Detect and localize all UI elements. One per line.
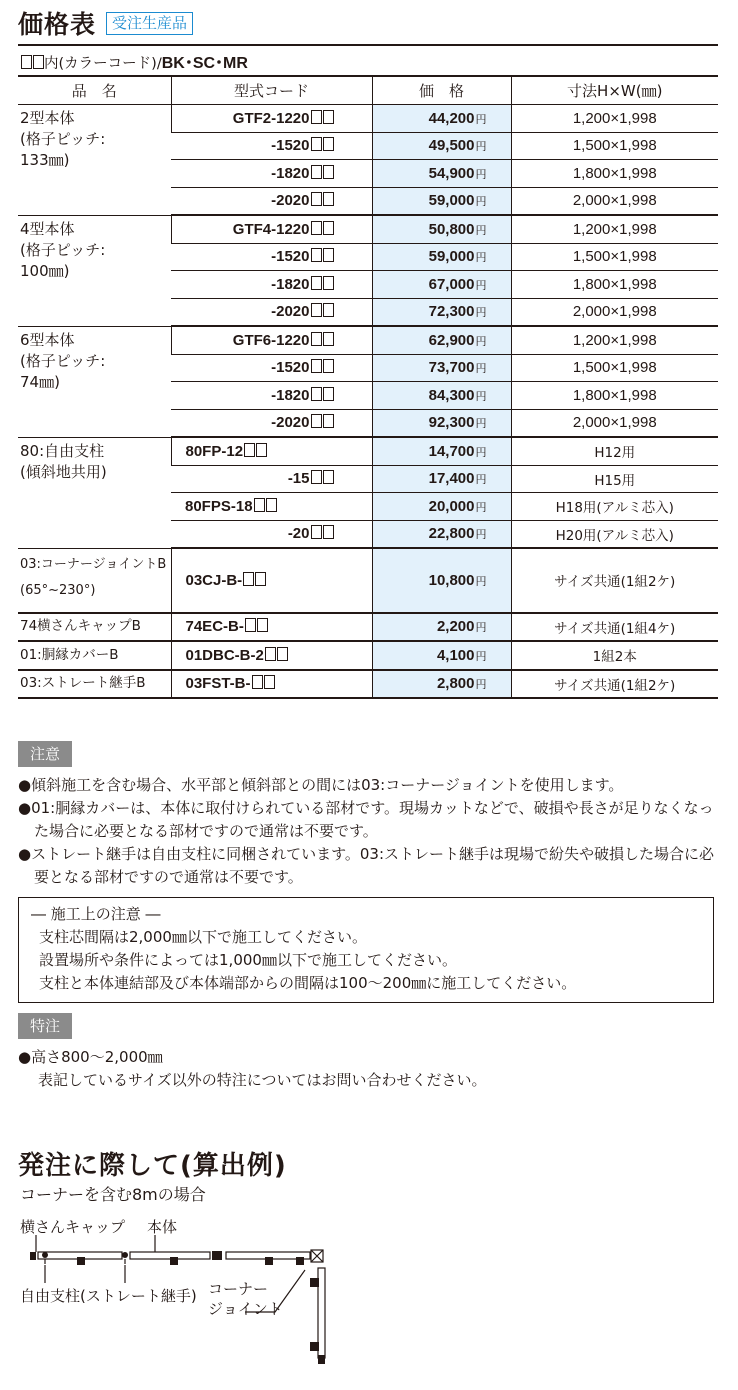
dimension-cell: H15用: [511, 465, 718, 493]
color-slot-icon: [323, 221, 334, 235]
model-code: [171, 409, 372, 437]
straight-joint-icon: [122, 1252, 128, 1258]
model-code: [171, 215, 372, 243]
model-code: [171, 105, 372, 133]
caution-item: ●傾斜施工を含む場合、水平部と傾斜部との間には03:コーナージョイントを使用します。: [18, 776, 624, 794]
model-code-text: 03CJ-B-: [185, 571, 243, 589]
straight-joint-icon: [42, 1252, 48, 1258]
product-name-line: 100㎜): [20, 261, 70, 280]
yen-unit: 円: [475, 390, 487, 403]
price-cell: [372, 160, 511, 188]
model-code: [171, 132, 372, 160]
table-header-row: [18, 76, 718, 105]
product-name-line: 6型本体: [20, 330, 75, 349]
layout-diagram: [0, 1230, 738, 1390]
price-cell: [372, 670, 511, 699]
model-code-text: -1820: [271, 386, 310, 404]
color-slot-icon: [311, 303, 322, 317]
product-name-line: (傾斜地共用): [20, 462, 107, 481]
model-code-text: -2020: [271, 303, 310, 321]
table-row: [18, 670, 718, 699]
price-value: 84,300: [428, 386, 475, 404]
model-code-text: GTF6-1220: [232, 331, 310, 349]
price-value: 17,400: [428, 470, 475, 488]
color-slot-icon: [323, 470, 334, 484]
yen-unit: 円: [475, 196, 487, 209]
color-slot-icon: [311, 332, 322, 346]
order-example-title: 発注に際して(算出例): [18, 1151, 287, 1181]
model-code: [171, 382, 372, 410]
header-price: 価 格: [372, 76, 511, 105]
dimension-cell: 1,800×1,998: [511, 382, 718, 410]
model-code: [171, 437, 372, 465]
yen-unit: 円: [475, 529, 487, 542]
color-slot-icon: [255, 572, 266, 586]
model-code-text: 01DBC-B-2: [185, 646, 264, 664]
model-code: [171, 243, 372, 271]
color-slot-icon: [311, 110, 322, 124]
color-slot-icon: [323, 303, 334, 317]
post-marker: [265, 1257, 273, 1265]
table-row: [18, 613, 718, 642]
yen-unit: 円: [475, 474, 487, 487]
model-code: [171, 520, 372, 548]
color-slot-icon: [323, 137, 334, 151]
model-code: [171, 271, 372, 299]
color-slot-icon: [311, 525, 322, 539]
color-slot-icon: [264, 675, 275, 689]
post-marker: [310, 1342, 319, 1351]
installation-line: 支柱芯間隔は2,000㎜以下で施工してください。: [39, 928, 367, 946]
price-cell: [372, 105, 511, 133]
label-corner-2: ジョイント: [208, 1300, 283, 1318]
product-name-line: (65°~230°): [20, 582, 96, 598]
color-slot-icon: [252, 675, 263, 689]
price-value: 22,800: [428, 525, 475, 543]
model-code-text: 03FST-B-: [185, 675, 251, 693]
model-code: [171, 298, 372, 326]
color-slot-icon: [33, 55, 44, 69]
dimension-cell: サイズ共通(1組4ケ): [511, 613, 718, 642]
title-row: [18, 6, 193, 40]
product-name: [18, 613, 171, 642]
corner-leader: [245, 1270, 305, 1312]
color-slot-icon: [311, 248, 322, 262]
dimension-cell: 1,500×1,998: [511, 354, 718, 382]
product-name-line: 74㎜): [20, 372, 60, 391]
caution-item: ●01:胴縁カバーは、本体に取付けられている部材です。現場カットなどで、破損や長さが足りなくなった場合に必要となる部材ですので通常は不要です。: [18, 799, 714, 840]
dimension-cell: 1,500×1,998: [511, 243, 718, 271]
product-name: [18, 548, 171, 613]
price-value: 2,800: [436, 675, 475, 693]
color-slot-icon: [311, 221, 322, 235]
product-name-line: 4型本体: [20, 219, 75, 238]
page-title: 価格表: [18, 10, 97, 39]
price-value: 73,700: [428, 359, 475, 377]
yen-unit: 円: [475, 307, 487, 320]
yen-unit: 円: [475, 418, 487, 431]
yen-unit: 円: [475, 335, 487, 348]
product-name: [18, 670, 171, 699]
price-cell: [372, 298, 511, 326]
table-row: [18, 326, 718, 354]
rail-vertical: [318, 1268, 325, 1358]
post-marker: [310, 1278, 319, 1287]
price-value: 2,200: [436, 618, 475, 636]
price-value: 50,800: [428, 220, 475, 238]
model-code-text: -1520: [271, 137, 310, 155]
dimension-cell: H12用: [511, 437, 718, 465]
color-slot-icon: [21, 55, 32, 69]
price-table: [18, 75, 718, 699]
product-name: [18, 326, 171, 437]
price-cell: [372, 215, 511, 243]
table-row: [18, 215, 718, 243]
installation-heading: ― 施工上の注意 ―: [31, 905, 161, 923]
price-cell: [372, 437, 511, 465]
header-name: 品 名: [18, 76, 171, 105]
product-name: [18, 437, 171, 548]
model-code-text: -1520: [271, 359, 310, 377]
color-slot-icon: [266, 498, 277, 512]
color-slot-icon: [323, 525, 334, 539]
color-slot-icon: [323, 276, 334, 290]
yen-unit: 円: [475, 650, 487, 663]
yen-unit: 円: [475, 622, 487, 635]
dimension-cell: 1,500×1,998: [511, 132, 718, 160]
yen-unit: 円: [475, 113, 487, 126]
price-value: 10,800: [428, 571, 475, 589]
post-marker: [212, 1251, 222, 1260]
dimension-cell: 1,800×1,998: [511, 160, 718, 188]
color-slot-icon: [257, 618, 268, 632]
price-cell: [372, 271, 511, 299]
product-name-line: 2型本体: [20, 109, 75, 127]
model-code-text: 80FP-12: [185, 442, 244, 460]
price-value: 54,900: [428, 164, 475, 182]
price-value: 62,900: [428, 331, 475, 349]
model-code-text: -1520: [271, 248, 310, 266]
color-slot-icon: [323, 359, 334, 373]
model-code-text: -2020: [271, 192, 310, 210]
yen-unit: 円: [475, 679, 487, 692]
model-code-text: -15: [287, 470, 310, 488]
dimension-cell: H20用(アルミ芯入): [511, 520, 718, 548]
table-row: [18, 548, 718, 613]
label-corner-1: コーナー: [208, 1280, 269, 1298]
installation-notes-box: [18, 897, 714, 1003]
dimension-cell: 2,000×1,998: [511, 187, 718, 215]
yen-unit: 円: [475, 363, 487, 376]
price-value: 14,700: [428, 442, 475, 460]
yen-unit: 円: [475, 575, 487, 588]
price-value: 20,000: [428, 497, 475, 515]
price-value: 59,000: [428, 192, 475, 210]
color-slot-icon: [311, 137, 322, 151]
caution-notes: [18, 774, 728, 889]
caution-label: 注意: [18, 741, 72, 767]
product-name-line: (格子ピッチ:: [20, 351, 106, 370]
model-code-text: -20: [287, 525, 310, 543]
yen-unit: 円: [475, 141, 487, 154]
color-slot-icon: [277, 647, 288, 661]
dimension-cell: 1,200×1,998: [511, 105, 718, 133]
model-code-text: 80FPS-18: [185, 497, 253, 515]
model-code: [171, 326, 372, 354]
special-order-label: 特注: [18, 1013, 72, 1039]
yen-unit: 円: [475, 279, 487, 292]
yen-unit: 円: [475, 501, 487, 514]
post-marker: [296, 1257, 304, 1265]
product-name-line: 74横さんキャップB: [20, 618, 141, 635]
color-slot-icon: [323, 332, 334, 346]
table-row: [18, 105, 718, 133]
post-marker: [77, 1257, 85, 1265]
color-slot-icon: [311, 192, 322, 206]
price-value: 44,200: [428, 109, 475, 127]
dimension-cell: 2,000×1,998: [511, 298, 718, 326]
color-slot-icon: [311, 414, 322, 428]
dimension-cell: 1,200×1,998: [511, 215, 718, 243]
color-slot-icon: [311, 359, 322, 373]
made-to-order-badge: 受注生産品: [106, 12, 193, 35]
dimension-cell: サイズ共通(1組2ケ): [511, 670, 718, 699]
model-code-text: -1820: [271, 164, 310, 182]
color-slot-icon: [256, 443, 267, 457]
model-code: [171, 187, 372, 215]
product-name-line: 80:自由支柱: [20, 441, 105, 460]
price-value: 4,100: [436, 646, 475, 664]
color-slot-icon: [243, 572, 254, 586]
color-codes: BK･SC･MR: [161, 55, 248, 72]
model-code: [171, 465, 372, 493]
price-value: 67,000: [428, 275, 475, 293]
corner-cross: [311, 1250, 323, 1262]
yen-unit: 円: [475, 446, 487, 459]
caution-item: ●ストレート継手は自由支柱に同梱されています。03:ストレート継手は現場で紛失や破損した場合に必要となる部材ですので通常は不要です。: [18, 845, 715, 886]
dimension-cell: サイズ共通(1組2ケ): [511, 548, 718, 613]
price-value: 49,500: [428, 137, 475, 155]
price-value: 59,000: [428, 248, 475, 266]
price-cell: [372, 520, 511, 548]
model-code-text: -2020: [271, 414, 310, 432]
label-post: 自由支柱(ストレート継手): [20, 1287, 197, 1305]
end-cap-icon: [318, 1355, 325, 1364]
header-dimensions: 寸法H×W(㎜): [511, 76, 718, 105]
color-slot-icon: [311, 276, 322, 290]
price-cell: [372, 326, 511, 354]
dimension-cell: H18用(アルミ芯入): [511, 493, 718, 521]
product-name-line: 03:コーナージョイントB: [20, 556, 167, 572]
color-slot-icon: [323, 387, 334, 401]
color-code-note: [20, 50, 248, 73]
color-slot-icon: [323, 110, 334, 124]
price-cell: [372, 613, 511, 642]
yen-unit: 円: [475, 224, 487, 237]
price-cell: [372, 493, 511, 521]
color-slot-icon: [245, 618, 256, 632]
model-code: [171, 670, 372, 699]
dimension-cell: 1,200×1,998: [511, 326, 718, 354]
title-rule: [18, 44, 718, 46]
label-body: 本体: [147, 1218, 178, 1236]
price-cell: [372, 465, 511, 493]
price-cell: [372, 641, 511, 670]
price-cell: [372, 548, 511, 613]
special-order-contact: 表記しているサイズ以外の特注についてはお問い合わせください。: [38, 1071, 487, 1089]
product-name: [18, 641, 171, 670]
color-slot-icon: [311, 470, 322, 484]
price-cell: [372, 382, 511, 410]
model-code: [171, 613, 372, 642]
table-row: [18, 641, 718, 670]
order-example-subtitle: コーナーを含む8mの場合: [20, 1185, 206, 1204]
yen-unit: 円: [475, 252, 487, 265]
price-cell: [372, 132, 511, 160]
color-slot-icon: [265, 647, 276, 661]
model-code-text: GTF4-1220: [232, 220, 310, 238]
price-cell: [372, 187, 511, 215]
dimension-cell: 2,000×1,998: [511, 409, 718, 437]
color-slot-icon: [254, 498, 265, 512]
dimension-cell: 1,800×1,998: [511, 271, 718, 299]
special-order-height: ●高さ800～2,000㎜: [18, 1048, 163, 1066]
color-slot-icon: [323, 248, 334, 262]
color-slot-icon: [311, 165, 322, 179]
model-code: [171, 160, 372, 188]
model-code: [171, 548, 372, 613]
product-name-line: 133㎜): [20, 151, 70, 169]
product-name: [18, 215, 171, 326]
color-slot-icon: [311, 387, 322, 401]
installation-line: 設置場所や条件によっては1,000㎜以下で施工してください。: [39, 951, 457, 969]
dimension-cell: 1組2本: [511, 641, 718, 670]
special-order-notes: [18, 1046, 487, 1092]
price-value: 72,300: [428, 303, 475, 321]
header-code: 型式コード: [171, 76, 372, 105]
price-cell: [372, 354, 511, 382]
yen-unit: 円: [475, 168, 487, 181]
color-code-prefix: 内(カラーコード)/: [44, 56, 162, 72]
model-code-text: GTF2-1220: [232, 109, 310, 127]
price-value: 92,300: [428, 414, 475, 432]
price-cell: [372, 409, 511, 437]
table-row: [18, 437, 718, 465]
installation-line: 支柱と本体連結部及び本体端部からの間隔は100～200㎜に施工してください。: [39, 974, 577, 992]
color-slot-icon: [323, 192, 334, 206]
label-cap: 横さんキャップ: [20, 1218, 126, 1236]
product-name-line: 03:ストレート継手B: [20, 675, 146, 692]
model-code: [171, 354, 372, 382]
end-cap-icon: [30, 1252, 36, 1260]
model-code-text: -1820: [271, 275, 310, 293]
model-code: [171, 641, 372, 670]
product-name-line: (格子ピッチ:: [20, 130, 106, 148]
color-slot-icon: [323, 414, 334, 428]
price-cell: [372, 243, 511, 271]
product-name: [18, 105, 171, 216]
model-code: [171, 493, 372, 521]
color-slot-icon: [323, 165, 334, 179]
product-name-line: 01:胴縁カバーB: [20, 646, 119, 663]
model-code-text: 74EC-B-: [185, 618, 244, 636]
color-slot-icon: [244, 443, 255, 457]
product-name-line: (格子ピッチ:: [20, 240, 106, 259]
post-marker: [170, 1257, 178, 1265]
